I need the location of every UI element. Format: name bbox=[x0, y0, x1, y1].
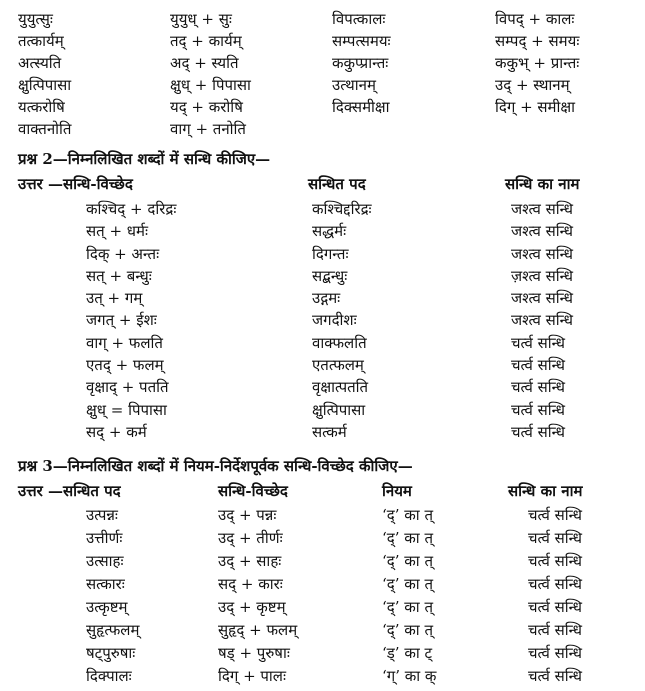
joined-cell: उत्पन्नः bbox=[86, 506, 118, 524]
table-row bbox=[0, 96, 645, 118]
joined-cell: सत्कारः bbox=[86, 575, 125, 593]
table-row bbox=[0, 642, 645, 665]
joined-cell: दिगन्तः bbox=[312, 244, 349, 263]
rule-cell: ‘द्’ का त् bbox=[382, 529, 433, 547]
word: ककुप्प्रान्तः bbox=[332, 54, 389, 72]
split-cell: उद् + तीर्णः bbox=[218, 529, 283, 547]
rule-cell: ‘द्’ का त् bbox=[382, 506, 433, 524]
split: वाग् + तनोति bbox=[170, 120, 246, 138]
name-cell: चर्त्व सन्धि bbox=[528, 667, 583, 685]
table-row bbox=[0, 287, 645, 309]
table-row bbox=[0, 665, 645, 688]
table-row bbox=[0, 220, 645, 242]
name-cell: चर्त्व सन्धि bbox=[528, 575, 583, 593]
name-cell: जश्त्व सन्धि bbox=[511, 222, 573, 241]
q2-header-joined: सन्धित पद bbox=[308, 175, 366, 193]
split: विपद् + कालः bbox=[495, 10, 575, 28]
split-cell: दिक् + अन्तः bbox=[86, 244, 160, 263]
name-cell: चर्त्व सन्धि bbox=[511, 422, 566, 441]
split: सम्पद् + समयः bbox=[495, 32, 580, 50]
split: ककुभ् + प्रान्तः bbox=[495, 54, 580, 72]
joined-cell: दिक्पालः bbox=[86, 667, 132, 685]
name-cell: जश्त्व सन्धि bbox=[511, 289, 573, 308]
q2-header-split: उत्तर —सन्धि-विच्छेद bbox=[18, 175, 133, 193]
split-cell: जगत् + ईशः bbox=[86, 311, 157, 330]
joined-cell: उत्साहः bbox=[86, 552, 124, 570]
joined-cell: सद्धर्मः bbox=[312, 222, 347, 241]
name-cell: चर्त्व सन्धि bbox=[511, 333, 566, 352]
joined-cell: सद्बन्धुः bbox=[312, 266, 348, 285]
rule-cell: ‘ग्’ का क् bbox=[382, 667, 437, 685]
name-cell: जश्त्व सन्धि bbox=[511, 200, 573, 218]
top-word-table bbox=[0, 8, 645, 140]
joined-cell: एतत्फलम् bbox=[312, 356, 364, 375]
joined-cell: क्षुत्पिपासा bbox=[312, 400, 366, 419]
question-3-title: प्रश्न 3—निम्नलिखित शब्दों में नियम-निर्देशपूर्वक सन्धि-विच्छेद कीजिए— bbox=[18, 457, 413, 475]
table-row bbox=[0, 376, 645, 398]
table-row bbox=[0, 74, 645, 96]
split-cell: सुहृद् + फलम् bbox=[218, 621, 298, 639]
table-row bbox=[0, 399, 645, 421]
split-cell: सद् + कर्म bbox=[86, 422, 147, 441]
table-row bbox=[0, 243, 645, 265]
split-cell: षड् + पुरुषाः bbox=[218, 644, 290, 662]
q3-header-sandhi-name: सन्धि का नाम bbox=[508, 482, 583, 500]
joined-cell: उत्कृष्टम् bbox=[86, 598, 128, 616]
name-cell: चर्त्व सन्धि bbox=[528, 644, 583, 662]
joined-cell: षट्पुरुषाः bbox=[86, 644, 136, 662]
table-row bbox=[0, 52, 645, 74]
split: अद् + स्यति bbox=[170, 54, 239, 72]
split: युयुध् + सुः bbox=[170, 10, 232, 28]
table-row bbox=[0, 118, 645, 140]
split-cell: उत् + गम् bbox=[86, 289, 143, 308]
table-row bbox=[0, 504, 645, 527]
table-row bbox=[0, 421, 645, 443]
word: युयुत्सुः bbox=[18, 10, 53, 28]
split-cell: दिग् + पालः bbox=[218, 667, 287, 685]
table-row bbox=[0, 30, 645, 52]
table-row bbox=[0, 550, 645, 573]
table-row bbox=[0, 527, 645, 550]
split-cell: सद् + कारः bbox=[218, 575, 283, 593]
table-row bbox=[0, 354, 645, 376]
name-cell: ज़श्त्व सन्धि bbox=[511, 266, 573, 285]
joined-cell: वाक्फलति bbox=[312, 333, 367, 352]
joined-cell: वृक्षात्पतति bbox=[312, 378, 369, 397]
split-cell: सत् + धर्मः bbox=[86, 222, 149, 241]
joined-cell: उत्तीर्णः bbox=[86, 529, 123, 547]
word: वाक्तनोति bbox=[18, 120, 72, 138]
word: उत्थानम् bbox=[332, 76, 376, 94]
name-cell: चर्त्व सन्धि bbox=[528, 621, 583, 639]
split-cell: सत् + बन्धुः bbox=[86, 266, 152, 285]
name-cell: चर्त्व सन्धि bbox=[511, 400, 566, 419]
split-cell: वाग् + फलति bbox=[86, 333, 163, 352]
table-row bbox=[0, 332, 645, 354]
name-cell: चर्त्व सन्धि bbox=[511, 378, 566, 397]
joined-cell: कश्चिद्दरिद्रः bbox=[312, 200, 372, 218]
rule-cell: ‘द्’ का त् bbox=[382, 621, 433, 639]
q3-answer-table bbox=[0, 504, 645, 688]
name-cell: चर्त्व सन्धि bbox=[528, 552, 583, 570]
table-row bbox=[0, 596, 645, 619]
word: अत्स्यति bbox=[18, 54, 62, 72]
table-row bbox=[0, 619, 645, 642]
q2-header-sandhi-name: सन्धि का नाम bbox=[505, 175, 580, 193]
name-cell: जश्त्व सन्धि bbox=[511, 244, 573, 263]
split-cell: उद् + साहः bbox=[218, 552, 282, 570]
split: यद् + करोषि bbox=[170, 98, 243, 116]
word: विपत्कालः bbox=[332, 10, 386, 28]
joined-cell: जगदीशः bbox=[312, 311, 357, 330]
joined-cell: सुहृत्फलम् bbox=[86, 621, 140, 639]
word: दिक्समीक्षा bbox=[332, 98, 390, 116]
rule-cell: ‘द्’ का त् bbox=[382, 552, 433, 570]
rule-cell: ‘द्’ का त् bbox=[382, 575, 433, 593]
split-cell: क्षुध् = पिपासा bbox=[86, 400, 167, 419]
split-cell: वृक्षाद् + पतति bbox=[86, 378, 169, 397]
split: क्षुध् + पिपासा bbox=[170, 76, 251, 94]
split-cell: उद् + कृष्टम् bbox=[218, 598, 286, 616]
question-2-title: प्रश्न 2—निम्नलिखित शब्दों में सन्धि कीजिए— bbox=[18, 150, 271, 168]
split-cell: कश्चिद् + दरिद्रः bbox=[86, 200, 177, 218]
table-row bbox=[0, 573, 645, 596]
joined-cell: उद्गमः bbox=[312, 289, 341, 308]
name-cell: जश्त्व सन्धि bbox=[511, 311, 573, 330]
table-row bbox=[0, 198, 645, 220]
q3-header-rule: नियम bbox=[382, 482, 412, 500]
split: उद् + स्थानम् bbox=[495, 76, 570, 94]
word: सम्पत्समयः bbox=[332, 32, 391, 50]
word: तत्कार्यम् bbox=[18, 32, 64, 50]
table-row bbox=[0, 265, 645, 287]
name-cell: चर्त्व सन्धि bbox=[528, 529, 583, 547]
q2-answer-table bbox=[0, 198, 645, 443]
name-cell: चर्त्व सन्धि bbox=[528, 506, 583, 524]
split-cell: उद् + पन्नः bbox=[218, 506, 277, 524]
q3-header-split: सन्धि-विच्छेद bbox=[218, 482, 288, 500]
name-cell: चर्त्व सन्धि bbox=[528, 598, 583, 616]
table-row bbox=[0, 309, 645, 331]
q3-header-joined: उत्तर —सन्धित पद bbox=[18, 482, 121, 500]
rule-cell: ‘द्’ का त् bbox=[382, 598, 433, 616]
table-row bbox=[0, 8, 645, 30]
name-cell: चर्त्व सन्धि bbox=[511, 356, 566, 375]
word: यत्करोषि bbox=[18, 98, 65, 116]
joined-cell: सत्कर्म bbox=[312, 422, 347, 441]
split: दिग् + समीक्षा bbox=[495, 98, 576, 116]
word: क्षुत्पिपासा bbox=[18, 76, 72, 94]
rule-cell: ‘ड्’ का ट् bbox=[382, 644, 433, 662]
split: तद् + कार्यम् bbox=[170, 32, 242, 50]
split-cell: एतद् + फलम् bbox=[86, 356, 164, 375]
